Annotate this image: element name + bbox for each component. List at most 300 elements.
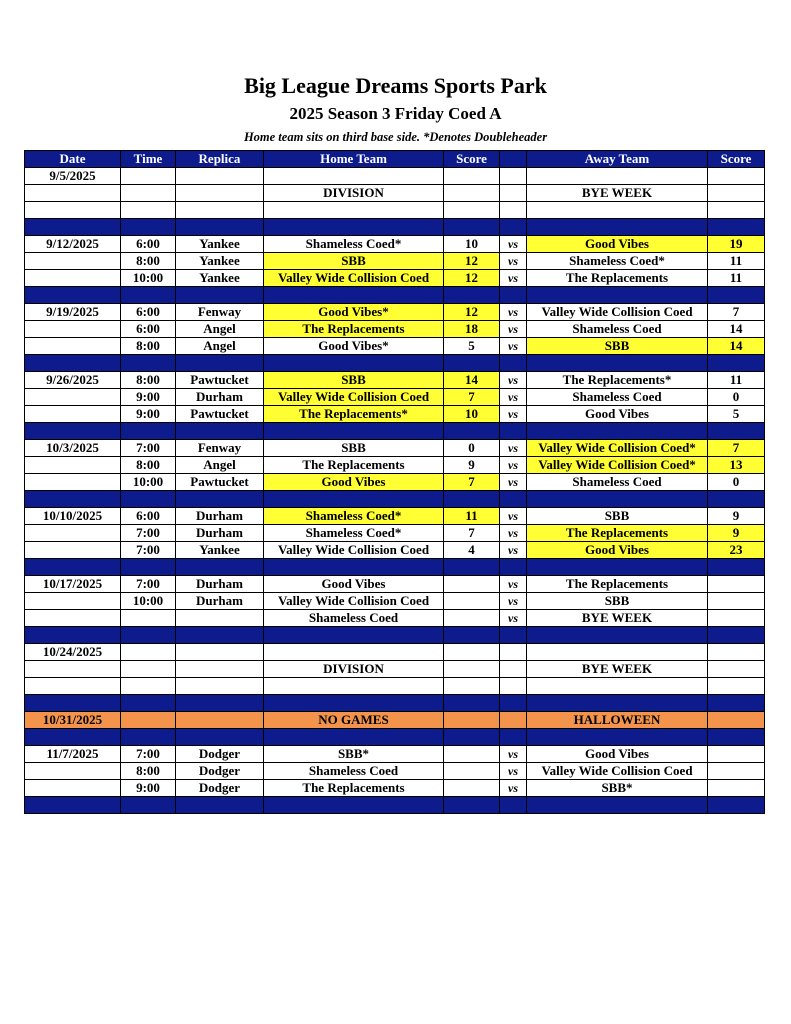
table-row: [25, 338, 765, 355]
date-cell: [25, 321, 121, 338]
replica-cell: [176, 712, 264, 729]
separator-cell: [25, 797, 121, 814]
away-score-cell: 0: [708, 474, 765, 491]
time-cell: 6:00: [121, 321, 176, 338]
table-row: [25, 253, 765, 270]
separator-cell: [708, 355, 765, 372]
separator-cell: [500, 729, 527, 746]
replica-cell: [176, 185, 264, 202]
away-score-cell: 11: [708, 270, 765, 287]
separator-row: [25, 491, 765, 508]
date-cell: 9/26/2025: [25, 372, 121, 389]
col-header-away-score: Score: [708, 151, 765, 168]
vs-cell: vs: [500, 610, 527, 627]
date-cell: [25, 185, 121, 202]
separator-row: [25, 559, 765, 576]
time-cell: 7:00: [121, 440, 176, 457]
away-score-cell: 14: [708, 338, 765, 355]
time-cell: 10:00: [121, 474, 176, 491]
date-cell: [25, 542, 121, 559]
home-score-cell: 12: [444, 253, 500, 270]
vs-cell: vs: [500, 508, 527, 525]
replica-cell: Pawtucket: [176, 406, 264, 423]
home-team-cell: Shameless Coed*: [264, 236, 444, 253]
home-team-cell: SBB: [264, 372, 444, 389]
separator-row: [25, 287, 765, 304]
home-team-cell: The Replacements: [264, 457, 444, 474]
replica-cell: Angel: [176, 457, 264, 474]
home-score-cell: [444, 644, 500, 661]
away-team-cell: The Replacements: [527, 270, 708, 287]
table-row: [25, 270, 765, 287]
away-team-cell: Good Vibes: [527, 406, 708, 423]
table-row: [25, 576, 765, 593]
home-team-cell: NO GAMES: [264, 712, 444, 729]
date-cell: [25, 661, 121, 678]
away-score-cell: 0: [708, 389, 765, 406]
separator-cell: [444, 287, 500, 304]
separator-cell: [264, 797, 444, 814]
time-cell: 6:00: [121, 508, 176, 525]
separator-cell: [264, 355, 444, 372]
vs-cell: vs: [500, 525, 527, 542]
home-team-cell: Valley Wide Collision Coed: [264, 593, 444, 610]
time-cell: [121, 610, 176, 627]
away-team-cell: HALLOWEEN: [527, 712, 708, 729]
away-team-cell: Valley Wide Collision Coed: [527, 763, 708, 780]
time-cell: 10:00: [121, 593, 176, 610]
replica-cell: Durham: [176, 508, 264, 525]
separator-cell: [708, 797, 765, 814]
away-team-cell: The Replacements*: [527, 372, 708, 389]
time-cell: 8:00: [121, 457, 176, 474]
replica-cell: Pawtucket: [176, 372, 264, 389]
vs-cell: [500, 661, 527, 678]
home-score-cell: [444, 780, 500, 797]
away-team-cell: SBB: [527, 593, 708, 610]
away-score-cell: [708, 644, 765, 661]
away-team-cell: BYE WEEK: [527, 661, 708, 678]
home-score-cell: 14: [444, 372, 500, 389]
away-score-cell: 9: [708, 525, 765, 542]
date-cell: 10/24/2025: [25, 644, 121, 661]
separator-cell: [500, 797, 527, 814]
separator-cell: [708, 627, 765, 644]
home-team-cell: Valley Wide Collision Coed: [264, 542, 444, 559]
home-score-cell: [444, 712, 500, 729]
separator-cell: [500, 219, 527, 236]
away-team-cell: SBB: [527, 338, 708, 355]
separator-cell: [264, 423, 444, 440]
separator-cell: [444, 423, 500, 440]
date-cell: [25, 678, 121, 695]
separator-cell: [264, 695, 444, 712]
separator-cell: [25, 355, 121, 372]
away-score-cell: [708, 661, 765, 678]
time-cell: 6:00: [121, 304, 176, 321]
home-score-cell: [444, 746, 500, 763]
col-header-replica: Replica: [176, 151, 264, 168]
home-team-cell: Good Vibes: [264, 474, 444, 491]
home-team-cell: The Replacements: [264, 780, 444, 797]
separator-cell: [264, 627, 444, 644]
separator-cell: [25, 695, 121, 712]
separator-cell: [25, 219, 121, 236]
away-score-cell: 9: [708, 508, 765, 525]
vs-cell: [500, 678, 527, 695]
separator-cell: [500, 355, 527, 372]
home-team-cell: [264, 644, 444, 661]
table-row: [25, 185, 765, 202]
separator-cell: [527, 423, 708, 440]
page-note: Home team sits on third base side. *Denotes Doubleheader: [243, 130, 548, 144]
away-score-cell: [708, 763, 765, 780]
table-row: [25, 236, 765, 253]
separator-row: [25, 695, 765, 712]
replica-cell: Yankee: [176, 542, 264, 559]
date-cell: 10/17/2025: [25, 576, 121, 593]
away-score-cell: [708, 576, 765, 593]
table-row: [25, 542, 765, 559]
vs-cell: vs: [500, 440, 527, 457]
time-cell: 10:00: [121, 270, 176, 287]
table-row: [25, 202, 765, 219]
away-score-cell: [708, 185, 765, 202]
home-score-cell: 12: [444, 270, 500, 287]
home-score-cell: 9: [444, 457, 500, 474]
table-row: [25, 593, 765, 610]
away-score-cell: 19: [708, 236, 765, 253]
away-team-cell: [527, 678, 708, 695]
away-team-cell: Shameless Coed*: [527, 253, 708, 270]
time-cell: 7:00: [121, 542, 176, 559]
separator-cell: [444, 729, 500, 746]
home-score-cell: [444, 593, 500, 610]
separator-cell: [500, 559, 527, 576]
separator-cell: [176, 695, 264, 712]
away-score-cell: 14: [708, 321, 765, 338]
home-team-cell: Shameless Coed: [264, 610, 444, 627]
table-row: [25, 644, 765, 661]
away-team-cell: Good Vibes: [527, 236, 708, 253]
away-score-cell: 13: [708, 457, 765, 474]
vs-cell: vs: [500, 253, 527, 270]
table-row: [25, 678, 765, 695]
separator-cell: [176, 219, 264, 236]
separator-cell: [264, 287, 444, 304]
home-score-cell: 5: [444, 338, 500, 355]
vs-cell: vs: [500, 593, 527, 610]
replica-cell: [176, 610, 264, 627]
date-cell: [25, 457, 121, 474]
separator-cell: [176, 729, 264, 746]
separator-cell: [444, 695, 500, 712]
replica-cell: Dodger: [176, 763, 264, 780]
home-team-cell: SBB: [264, 253, 444, 270]
separator-cell: [264, 219, 444, 236]
date-cell: [25, 338, 121, 355]
time-cell: [121, 712, 176, 729]
separator-cell: [500, 627, 527, 644]
vs-cell: vs: [500, 304, 527, 321]
table-row: [25, 474, 765, 491]
separator-cell: [121, 559, 176, 576]
home-score-cell: 7: [444, 474, 500, 491]
date-cell: [25, 253, 121, 270]
time-cell: 7:00: [121, 746, 176, 763]
home-score-cell: 7: [444, 389, 500, 406]
separator-cell: [121, 729, 176, 746]
page-title: Big League Dreams Sports Park: [244, 73, 547, 98]
separator-cell: [500, 695, 527, 712]
separator-cell: [176, 491, 264, 508]
separator-row: [25, 423, 765, 440]
home-team-cell: [264, 168, 444, 185]
vs-cell: vs: [500, 576, 527, 593]
separator-cell: [708, 695, 765, 712]
away-team-cell: [527, 202, 708, 219]
separator-cell: [121, 797, 176, 814]
table-row: [25, 321, 765, 338]
date-cell: [25, 780, 121, 797]
vs-cell: vs: [500, 474, 527, 491]
table-row: [25, 525, 765, 542]
separator-cell: [264, 491, 444, 508]
separator-cell: [444, 219, 500, 236]
vs-cell: [500, 185, 527, 202]
date-cell: 10/10/2025: [25, 508, 121, 525]
replica-cell: [176, 202, 264, 219]
col-header-home-score: Score: [444, 151, 500, 168]
vs-cell: vs: [500, 406, 527, 423]
separator-cell: [121, 287, 176, 304]
vs-cell: vs: [500, 389, 527, 406]
separator-cell: [500, 287, 527, 304]
separator-cell: [527, 355, 708, 372]
away-team-cell: SBB*: [527, 780, 708, 797]
schedule-table: [24, 150, 765, 814]
separator-cell: [25, 559, 121, 576]
away-team-cell: BYE WEEK: [527, 610, 708, 627]
separator-cell: [176, 287, 264, 304]
separator-cell: [527, 559, 708, 576]
col-header-away-team: Away Team: [527, 151, 708, 168]
away-score-cell: 5: [708, 406, 765, 423]
separator-cell: [444, 627, 500, 644]
away-score-cell: [708, 712, 765, 729]
separator-cell: [176, 797, 264, 814]
replica-cell: Yankee: [176, 236, 264, 253]
table-row: [25, 780, 765, 797]
away-score-cell: 11: [708, 253, 765, 270]
home-team-cell: Valley Wide Collision Coed: [264, 270, 444, 287]
time-cell: 8:00: [121, 338, 176, 355]
away-team-cell: Shameless Coed: [527, 474, 708, 491]
page-subtitle: 2025 Season 3 Friday Coed A: [289, 104, 502, 123]
home-team-cell: Shameless Coed*: [264, 508, 444, 525]
separator-row: [25, 627, 765, 644]
away-score-cell: [708, 168, 765, 185]
home-score-cell: [444, 202, 500, 219]
table-row: [25, 508, 765, 525]
vs-cell: vs: [500, 746, 527, 763]
separator-cell: [264, 559, 444, 576]
separator-row: [25, 797, 765, 814]
table-row: [25, 389, 765, 406]
date-cell: 9/5/2025: [25, 168, 121, 185]
time-cell: 7:00: [121, 576, 176, 593]
replica-cell: Yankee: [176, 270, 264, 287]
separator-cell: [708, 219, 765, 236]
vs-cell: vs: [500, 270, 527, 287]
time-cell: [121, 168, 176, 185]
separator-cell: [708, 729, 765, 746]
separator-cell: [25, 729, 121, 746]
replica-cell: [176, 168, 264, 185]
vs-cell: vs: [500, 780, 527, 797]
separator-cell: [176, 627, 264, 644]
time-cell: 8:00: [121, 253, 176, 270]
away-team-cell: Good Vibes: [527, 542, 708, 559]
replica-cell: Pawtucket: [176, 474, 264, 491]
separator-row: [25, 729, 765, 746]
date-cell: 10/31/2025: [25, 712, 121, 729]
replica-cell: Durham: [176, 389, 264, 406]
separator-cell: [444, 797, 500, 814]
time-cell: [121, 661, 176, 678]
home-team-cell: [264, 678, 444, 695]
home-score-cell: [444, 185, 500, 202]
home-team-cell: The Replacements*: [264, 406, 444, 423]
replica-cell: Dodger: [176, 780, 264, 797]
home-score-cell: [444, 763, 500, 780]
away-team-cell: The Replacements: [527, 525, 708, 542]
vs-cell: vs: [500, 236, 527, 253]
separator-cell: [121, 695, 176, 712]
away-team-cell: The Replacements: [527, 576, 708, 593]
replica-cell: Durham: [176, 525, 264, 542]
away-team-cell: Shameless Coed: [527, 321, 708, 338]
home-score-cell: 10: [444, 406, 500, 423]
date-cell: [25, 270, 121, 287]
col-header-date: Date: [25, 151, 121, 168]
separator-cell: [121, 219, 176, 236]
date-cell: [25, 763, 121, 780]
separator-cell: [121, 627, 176, 644]
away-team-cell: Valley Wide Collision Coed: [527, 304, 708, 321]
home-team-cell: Shameless Coed*: [264, 525, 444, 542]
time-cell: [121, 202, 176, 219]
home-team-cell: Good Vibes*: [264, 304, 444, 321]
separator-cell: [25, 491, 121, 508]
away-score-cell: [708, 202, 765, 219]
col-header-time: Time: [121, 151, 176, 168]
separator-cell: [264, 729, 444, 746]
separator-cell: [527, 729, 708, 746]
home-team-cell: [264, 202, 444, 219]
table-row: [25, 661, 765, 678]
time-cell: [121, 185, 176, 202]
separator-cell: [527, 219, 708, 236]
home-score-cell: [444, 610, 500, 627]
separator-cell: [708, 423, 765, 440]
table-row: [25, 304, 765, 321]
time-cell: 7:00: [121, 525, 176, 542]
away-score-cell: [708, 746, 765, 763]
replica-cell: [176, 678, 264, 695]
replica-cell: Fenway: [176, 440, 264, 457]
replica-cell: Durham: [176, 576, 264, 593]
away-team-cell: Shameless Coed: [527, 389, 708, 406]
time-cell: 6:00: [121, 236, 176, 253]
home-score-cell: 12: [444, 304, 500, 321]
replica-cell: Angel: [176, 321, 264, 338]
time-cell: 8:00: [121, 372, 176, 389]
separator-cell: [121, 423, 176, 440]
home-score-cell: [444, 678, 500, 695]
holiday-row: [25, 712, 765, 729]
col-header-vs: [500, 151, 527, 168]
vs-cell: [500, 168, 527, 185]
time-cell: [121, 678, 176, 695]
away-score-cell: 23: [708, 542, 765, 559]
date-cell: 9/19/2025: [25, 304, 121, 321]
home-team-cell: Shameless Coed: [264, 763, 444, 780]
separator-cell: [500, 423, 527, 440]
away-score-cell: 11: [708, 372, 765, 389]
separator-cell: [25, 627, 121, 644]
date-cell: [25, 389, 121, 406]
separator-cell: [527, 627, 708, 644]
replica-cell: Angel: [176, 338, 264, 355]
time-cell: 9:00: [121, 780, 176, 797]
home-team-cell: SBB: [264, 440, 444, 457]
away-score-cell: [708, 678, 765, 695]
time-cell: 8:00: [121, 763, 176, 780]
separator-cell: [527, 695, 708, 712]
home-team-cell: Valley Wide Collision Coed: [264, 389, 444, 406]
separator-cell: [176, 559, 264, 576]
time-cell: 9:00: [121, 406, 176, 423]
separator-cell: [444, 491, 500, 508]
home-score-cell: [444, 576, 500, 593]
away-score-cell: [708, 780, 765, 797]
vs-cell: [500, 644, 527, 661]
home-team-cell: Good Vibes*: [264, 338, 444, 355]
replica-cell: [176, 661, 264, 678]
separator-cell: [527, 797, 708, 814]
date-cell: [25, 202, 121, 219]
separator-cell: [121, 355, 176, 372]
vs-cell: vs: [500, 338, 527, 355]
away-team-cell: BYE WEEK: [527, 185, 708, 202]
away-team-cell: Valley Wide Collision Coed*: [527, 457, 708, 474]
date-cell: [25, 406, 121, 423]
home-score-cell: [444, 168, 500, 185]
time-cell: [121, 644, 176, 661]
vs-cell: [500, 712, 527, 729]
replica-cell: Dodger: [176, 746, 264, 763]
home-team-cell: DIVISION: [264, 185, 444, 202]
table-row: [25, 746, 765, 763]
away-score-cell: 7: [708, 440, 765, 457]
table-row: [25, 763, 765, 780]
date-cell: 10/3/2025: [25, 440, 121, 457]
home-team-cell: DIVISION: [264, 661, 444, 678]
date-cell: [25, 610, 121, 627]
time-cell: 9:00: [121, 389, 176, 406]
vs-cell: vs: [500, 321, 527, 338]
